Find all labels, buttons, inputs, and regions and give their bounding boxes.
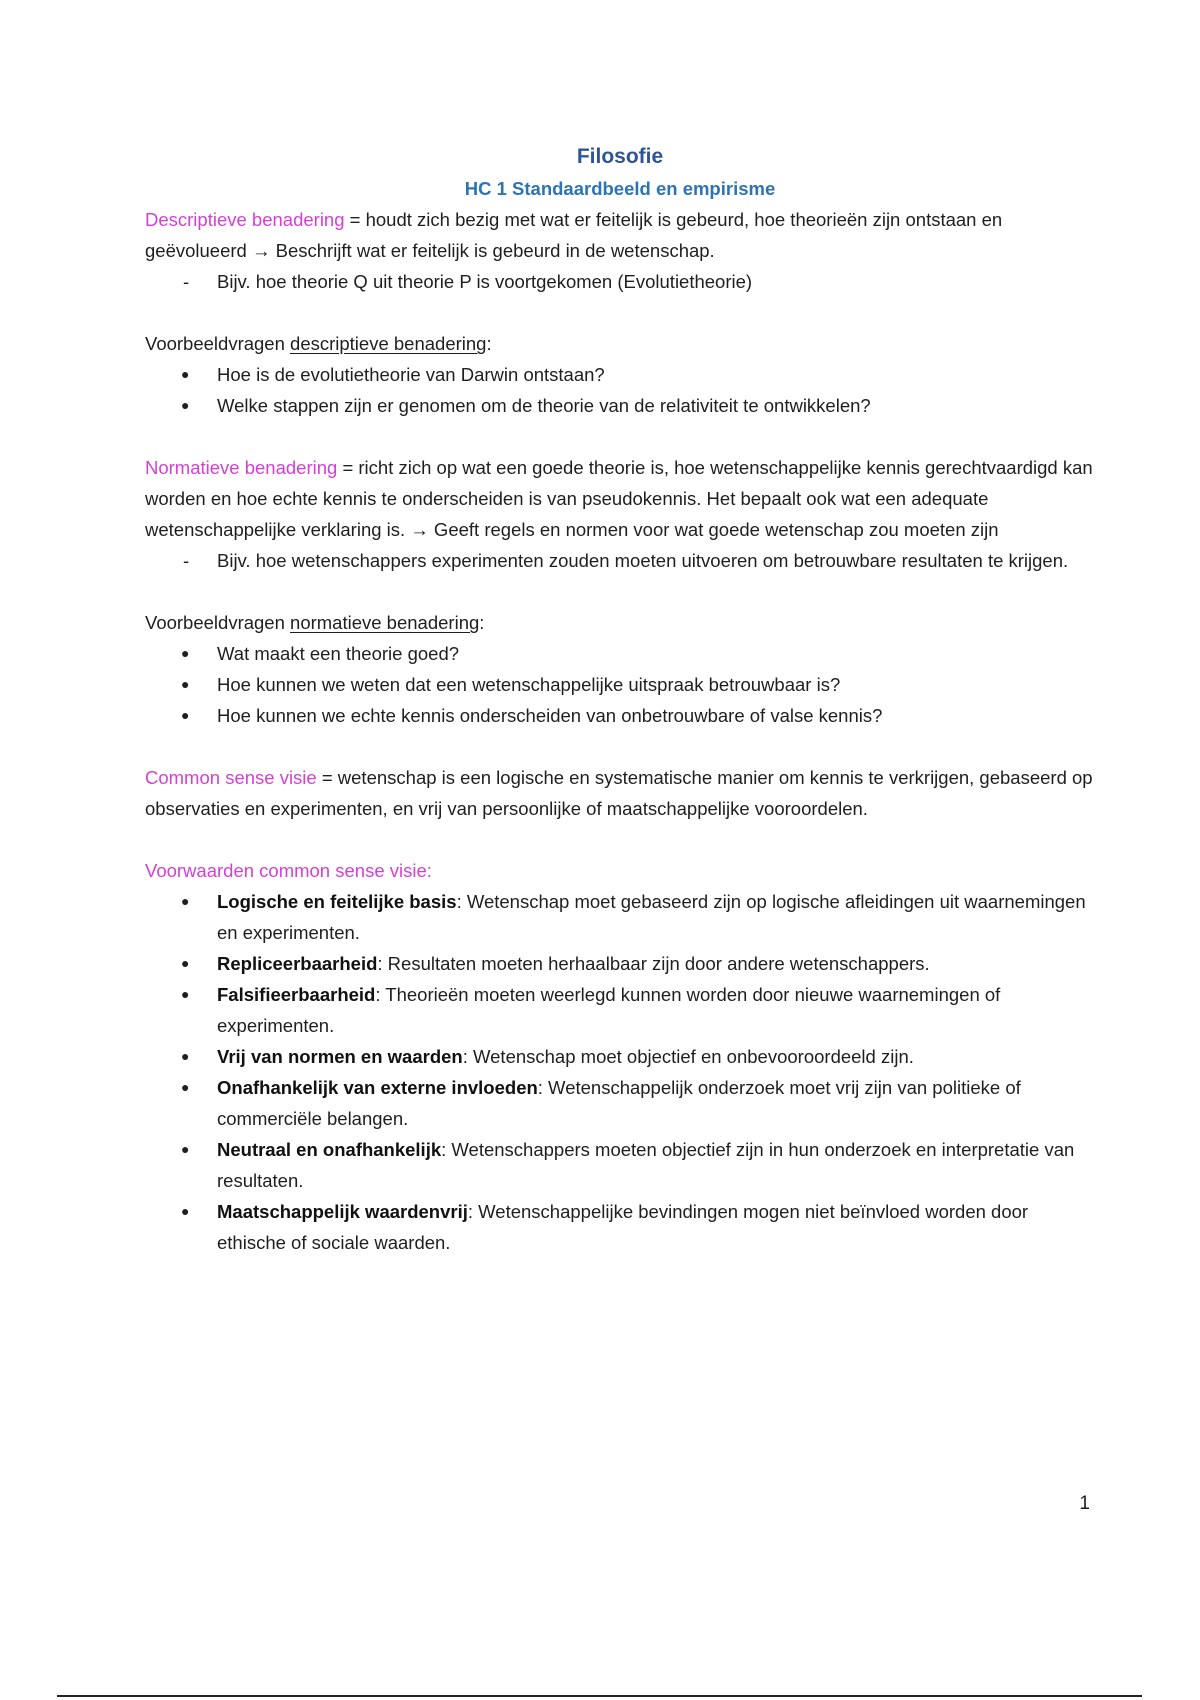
conditions-list: [145, 886, 1095, 1258]
descriptive-term: Descriptieve benadering: [145, 209, 345, 230]
list-item: ● Hoe kunnen we weten dat een wetenschappelijke uitspraak betrouwbaar is?: [145, 669, 1095, 700]
normative-term: Normatieve benadering: [145, 457, 338, 478]
descriptive-questions-underlined: descriptieve benadering: [290, 333, 487, 354]
normative-example-list: [145, 545, 1095, 576]
descriptive-text: = houdt zich bezig met wat er feitelijk is gebeurd, hoe theorieën zijn ontstaan en geëvolueerd → Beschrijft wat er feitelijk is gebeurd in de wetenschap.: [145, 209, 1003, 261]
list-item: ● Hoe is de evolutietheorie van Darwin ontstaan?: [145, 359, 1095, 390]
list-item: ● Welke stappen zijn er genomen om de theorie van de relativiteit te ontwikkelen?: [145, 390, 1095, 421]
common-sense-definition: [145, 762, 1095, 824]
conditions-heading: Voorwaarden common sense visie:: [145, 860, 432, 881]
list-item: ● Wat maakt een theorie goed?: [145, 638, 1095, 669]
document-content: [145, 140, 1095, 1258]
list-item: ● Logische en feitelijke basis: Wetenschap moet gebaseerd zijn op logische afleidingen uit waarnemingen en experimenten.: [145, 886, 1095, 948]
list-item: ● Maatschappelijk waardenvrij: Wetenschappelijke bevindingen mogen niet beïnvloed worden door ethische of sociale waarden.: [145, 1196, 1095, 1258]
descriptive-example: - Bijv. hoe theorie Q uit theorie P is voortgekomen (Evolutietheorie): [145, 266, 1095, 297]
document-subtitle: HC 1 Standaardbeeld en empirisme: [464, 178, 776, 199]
common-sense-text: = wetenschap is een logische en systematische manier om kennis te verkrijgen, gebaseerd op observaties en experimenten, en vrij van persoonlijke of maatschappelijke vooroordelen.: [145, 767, 1093, 819]
page-divider: [57, 1695, 1142, 1697]
normative-text: = richt zich op wat een goede theorie is, hoe wetenschappelijke kennis gerechtvaardigd kan worden en hoe echte kennis te onderscheiden is van pseudokennis. Het bepaalt ook wat een adequate wetenschappelijke verklaring is. → Geeft regels en normen voor wat goede wetenschap zou moeten zijn: [145, 457, 1093, 540]
list-item: ● Repliceerbaarheid: Resultaten moeten herhaalbaar zijn door andere wetenschappers.: [145, 948, 1095, 979]
page-number: 1: [1079, 1493, 1090, 1514]
list-item: ● Onafhankelijk van externe invloeden: Wetenschappelijk onderzoek moet vrij zijn van politieke of commerciële belangen.: [145, 1072, 1095, 1134]
document-title: Filosofie: [576, 145, 664, 168]
common-sense-term: Common sense visie: [145, 767, 317, 788]
normative-questions-underlined: normatieve benadering: [290, 612, 480, 633]
list-item: ● Falsifieerbaarheid: Theorieën moeten weerlegd kunnen worden door nieuwe waarnemingen of experimenten.: [145, 979, 1095, 1041]
normative-questions-intro: Voorbeeldvragen normatieve benadering:: [145, 612, 485, 633]
normative-example: - Bijv. hoe wetenschappers experimenten zouden moeten uitvoeren om betrouwbare resultaten te krijgen.: [145, 545, 1095, 576]
descriptive-questions-list: [145, 359, 1095, 421]
list-item: ● Neutraal en onafhankelijk: Wetenschappers moeten objectief zijn in hun onderzoek en interpretatie van resultaten.: [145, 1134, 1095, 1196]
normative-definition: [145, 452, 1095, 545]
descriptive-definition: [145, 204, 1095, 266]
list-item: ● Vrij van normen en waarden: Wetenschap moet objectief en onbevooroordeeld zijn.: [145, 1041, 1095, 1072]
descriptive-example-list: [145, 266, 1095, 297]
descriptive-questions-intro: Voorbeeldvragen descriptieve benadering:: [145, 333, 492, 354]
list-item: ● Hoe kunnen we echte kennis onderscheiden van onbetrouwbare of valse kennis?: [145, 700, 1095, 731]
normative-questions-list: [145, 638, 1095, 731]
